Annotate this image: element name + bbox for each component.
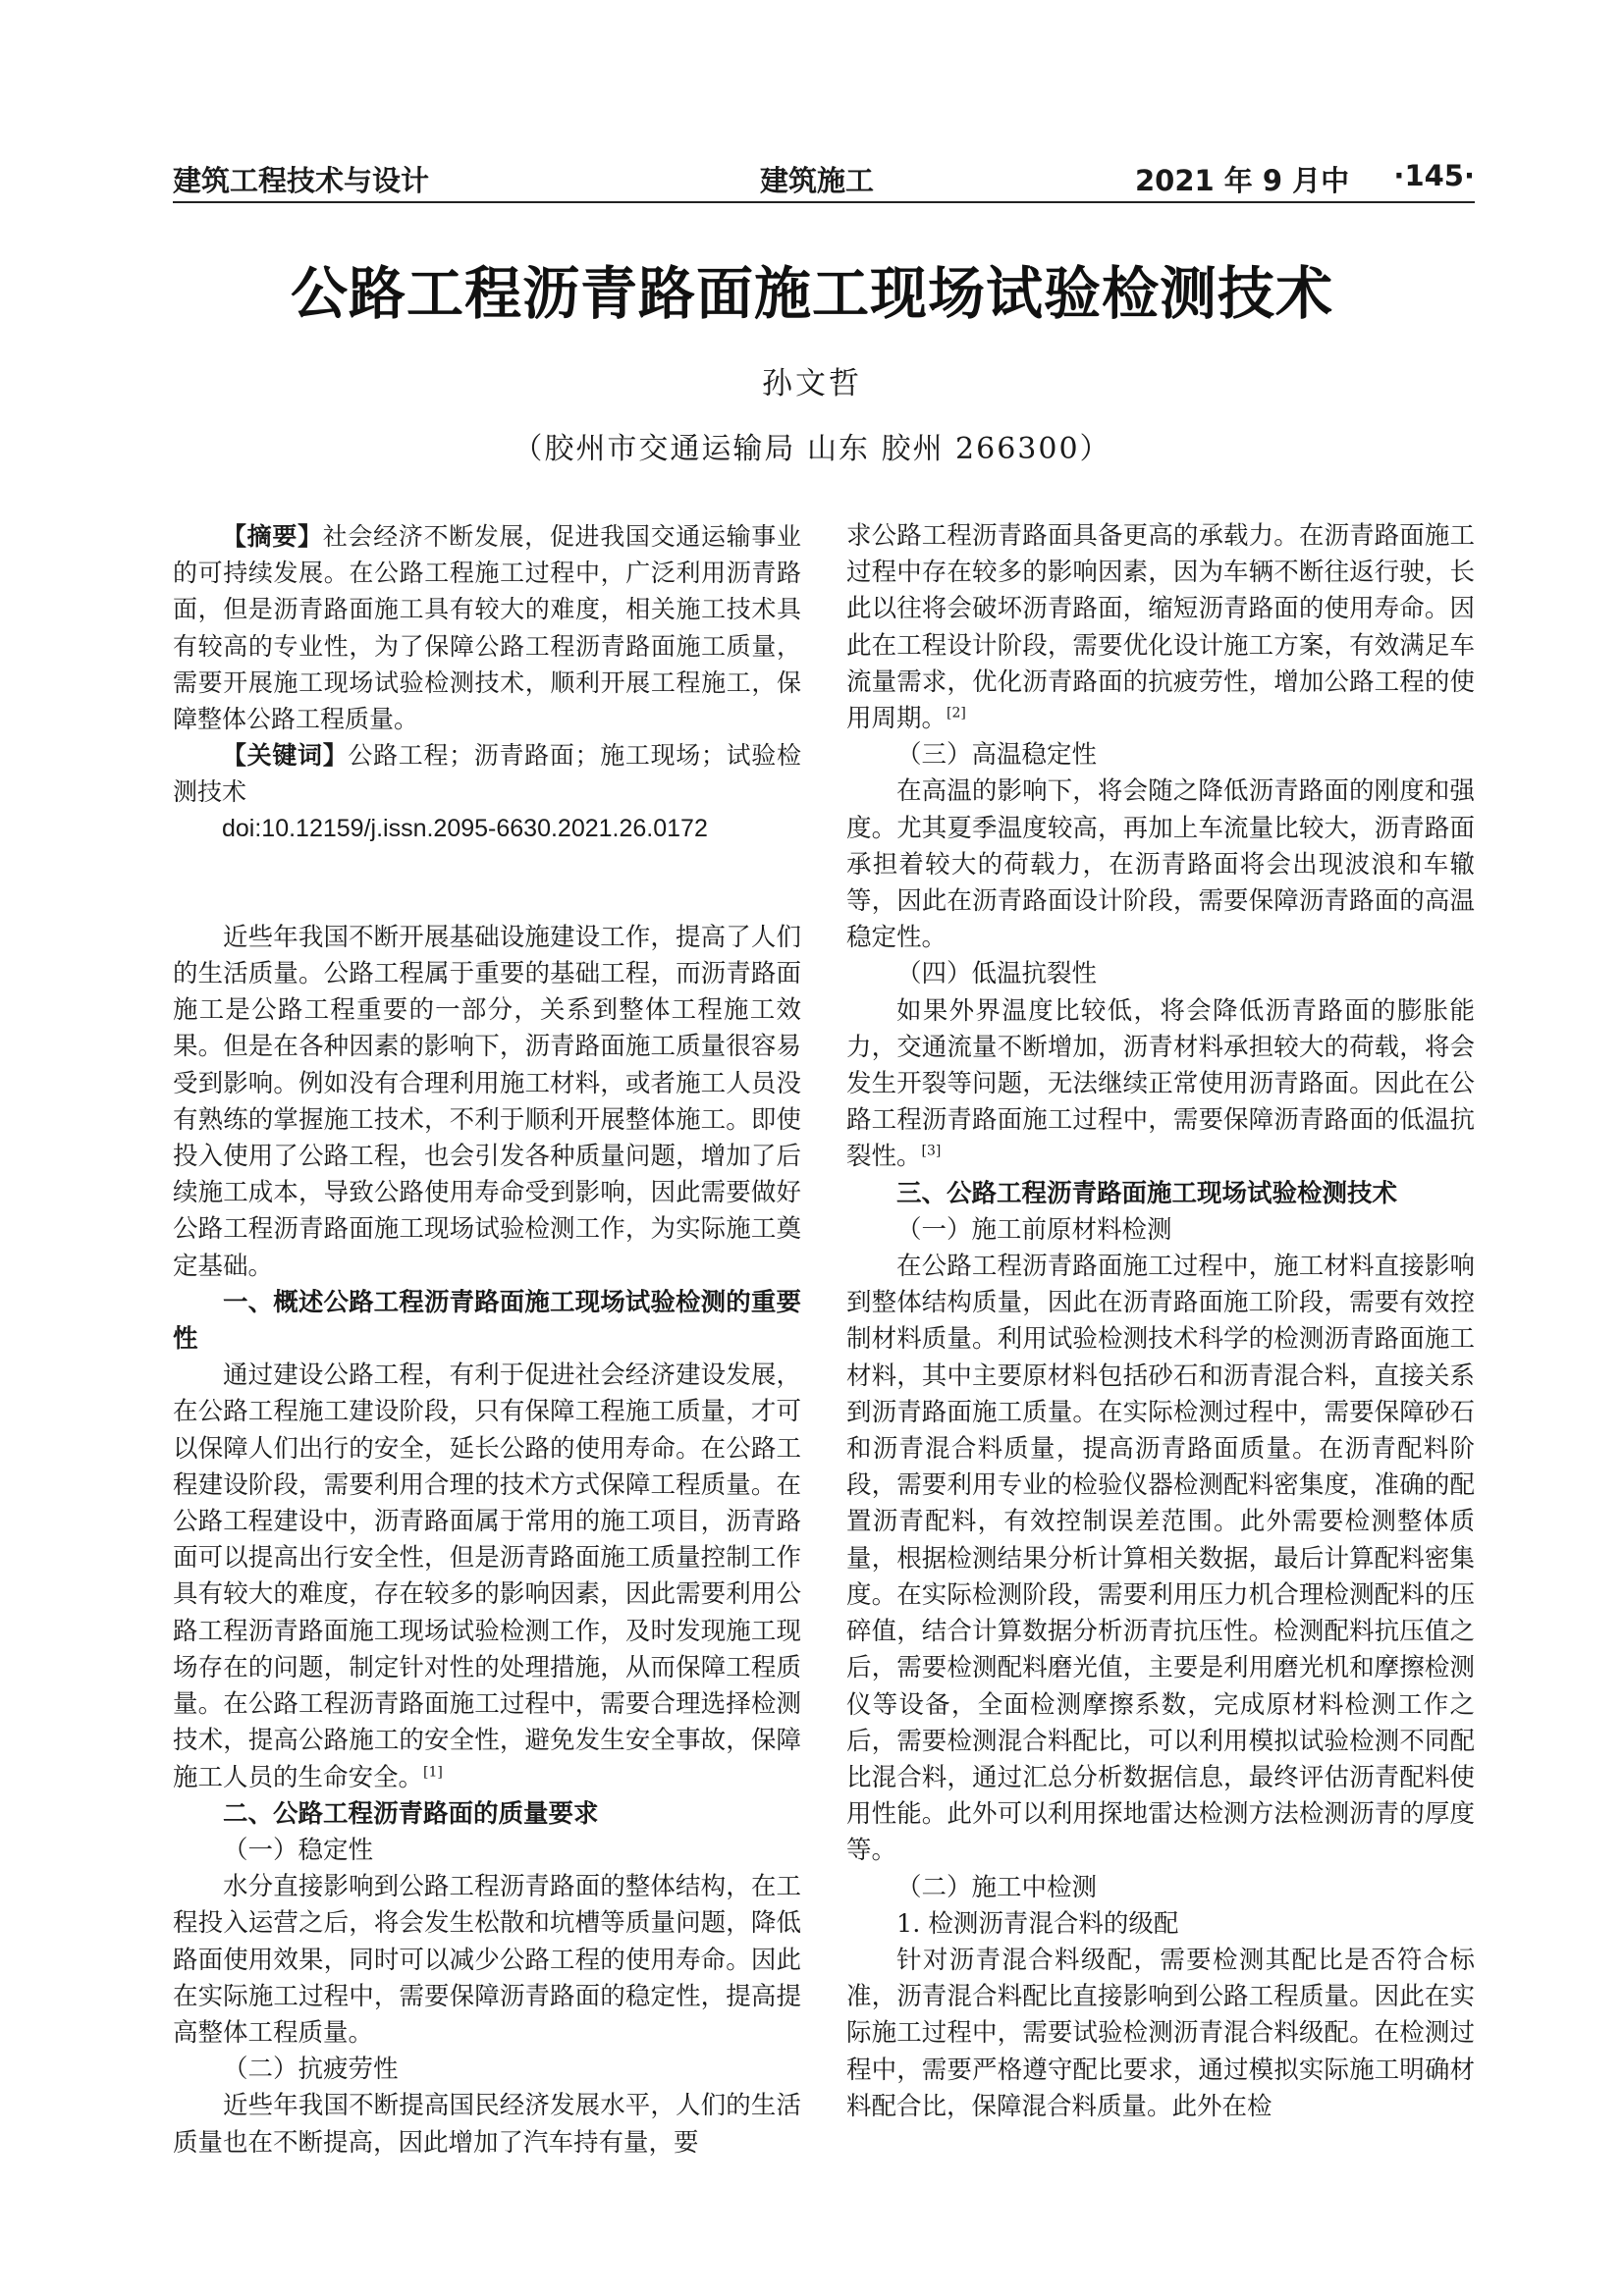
abstract-label: 【摘要】 [222,522,323,551]
subsection-raw-material-text: 在公路工程沥青路面施工过程中，施工材料直接影响到整体结构质量，因此在沥青路面施工阶段，需要有效控制材料质量。利用试验检测技术科学的检测沥青路面施工材料，其中主要原材料包括砂石和沥青混合料，直接关系到沥青路面施工质量。在实际检测过程中，需要保障砂石和沥青混合料质量，提高沥青路面质量。在沥青配料阶段，需要利用专业的检验仪器检测配料密集度，准确的配置沥青配料，有效控制误差范围。此外需要检测整体质量，根据检测结果分析计算相关数据，最后计算配料密集度。在实际检测阶段，需要利用压力机合理检测配料的压碎值，结合计算数据分析沥青抗压性。检测配料抗压值之后，需要检测配料磨光值，主要是利用磨光机和摩擦检测仪等设备，全面检测摩擦系数，完成原材料检测工作之后，需要检测混合料配比，可以利用模拟试验检测不同配比混合料，通过汇总分析数据信息，最终评估沥青配料使用性能。此外可以利用探地雷达检测方法检测沥青的厚度等。 [846,1252,1475,1866]
abstract [173,518,801,737]
section-1-text: 通过建设公路工程，有利于促进社会经济建设发展，在公路工程施工建设阶段，只有保障工程施工质量，才可以保障人们出行的安全，延长公路的使用寿命。在公路工程建设阶段，需要利用合理的技术方式保障工程质量。在公路工程建设中，沥青路面属于常用的施工项目，沥青路面可以提高出行安全性，但是沥青路面施工质量控制工作具有较大的难度，存在较多的影响因素，因此需要利用公路工程沥青路面施工现场试验检测工作，及时发现施工现场存在的问题，制定针对性的处理措施，从而保障工程质量。在公路工程沥青路面施工过程中，需要合理选择检测技术，提高公路施工的安全性，避免发生安全事故，保障施工人员的生命安全。 [173,1361,801,1792]
citation-3: [3] [921,1143,942,1159]
left-column [173,518,801,2162]
subsection-fatigue-heading: （二）抗疲劳性 [223,2055,399,2085]
page-number: ·145· [1393,159,1475,192]
subsection-low-temp-heading: （四）低温抗裂性 [896,959,1098,989]
abstract-text: 社会经济不断发展，促进我国交通运输事业的可持续发展。在公路工程施工过程中，广泛利用沥青路面，但是沥青路面施工具有较大的难度，相关施工技术具有较高的专业性，为了保障公路工程沥青路面施工质量，需要开展施工现场试验检测技术，顺利开展工程施工，保障整体公路工程质量。 [173,522,801,734]
section-1-paragraph [173,1358,801,1795]
subsection-high-temp-text: 在高温的影响下，将会随之降低沥青路面的刚度和强度。尤其夏季温度较高，再加上车流量比较大，沥青路面承担着较大的荷载力，在沥青路面将会出现波浪和车辙等，因此在沥青路面设计阶段，需要保障沥青路面的高温稳定性。 [846,776,1475,953]
section-2-heading: 二、公路工程沥青路面的质量要求 [223,1798,599,1829]
paper-title: 公路工程沥青路面施工现场试验检测技术 [290,260,1333,327]
issue-date: 2021 年 9 月中 [1135,164,1350,197]
keywords-text: 公路工程；沥青路面；施工现场；试验检测技术 [173,741,801,807]
item-gradation-heading: 1. 检测沥青混合料的级配 [896,1908,1179,1939]
subsection-fatigue-text: 近些年我国不断提高国民经济发展水平，人们的生活质量也在不断提高，因此增加了汽车持有量，要 [173,2091,801,2158]
doi: doi:10.12159/j.issn.2095-6630.2021.26.0172 [222,814,708,842]
section-1-heading: 一、概述公路工程沥青路面施工现场试验检测的重要性 [173,1287,801,1355]
subsection-low-temp-text: 如果外界温度比较低，将会降低沥青路面的膨胀能力，交通流量不断增加，沥青材料承担较大的荷载，将会发生开裂等问题，无法继续正常使用沥青路面。因此在公路工程沥青路面施工过程中，需要保障沥青路面的低温抗裂性。 [846,995,1475,1172]
header-rule [173,201,1475,203]
section-name: 建筑施工 [760,164,875,197]
right-column [846,518,1475,2125]
intro-paragraph: 近些年我国不断开展基础设施建设工作，提高了人们的生活质量。公路工程属于重要的基础工程，而沥青路面施工是公路工程重要的一部分，关系到整体工程施工效果。但是在各种因素的影响下，沥青路面施工质量很容易受到影响。例如没有合理利用施工材料，或者施工人员没有熟练的掌握施工技术，不利于顺利开展整体施工。即使投入使用了公路工程，也会引发各种质量问题，增加了后续施工成本，导致公路使用寿命受到影响，因此需要做好公路工程沥青路面施工现场试验检测工作，为实际施工奠定基础。 [173,922,801,1281]
subsection-stability-heading: （一）稳定性 [223,1835,374,1865]
continued-text: 求公路工程沥青路面具备更高的承载力。在沥青路面施工过程中存在较多的影响因素，因为车辆不断往返行驶，长此以往将会破坏沥青路面，缩短沥青路面的使用寿命。因此在工程设计阶段，需要优化设计施工方案，有效满足车流量需求，优化沥青路面的抗疲劳性，增加公路工程的使用周期。 [846,521,1475,734]
journal-name: 建筑工程技术与设计 [173,164,430,197]
subsection-high-temp-heading: （三）高温稳定性 [896,740,1098,771]
author-affiliation: （胶州市交通运输局 山东 胶州 266300） [513,432,1111,466]
keywords [173,737,801,810]
subsection-stability-text: 水分直接影响到公路工程沥青路面的整体结构，在工程投入运营之后，将会发生松散和坑槽等质量问题，降低路面使用效果，同时可以减少公路工程的使用寿命。因此在实际施工过程中，需要保障沥青路面的稳定性，提高提高整体工程质量。 [173,1872,801,2048]
citation-2: [2] [947,705,966,721]
subsection-in-construction-heading: （二）施工中检测 [896,1872,1098,1902]
continued-paragraph [846,518,1475,737]
subsection-raw-material-heading: （一）施工前原材料检测 [896,1214,1172,1245]
citation-1: [1] [423,1764,443,1780]
running-header [173,155,1475,198]
section-3-heading: 三、公路工程沥青路面施工现场试验检测技术 [896,1178,1398,1208]
keywords-label: 【关键词】 [222,741,349,771]
subsection-low-temp-paragraph [846,993,1475,1176]
item-gradation-text: 针对沥青混合料级配，需要检测其配比是否符合标准，沥青混合料配比直接影响到公路工程质量。因此在实际施工过程中，需要试验检测沥青混合料级配。在检测过程中，需要严格遵守配比要求，通过模拟实际施工明确材料配合比，保障混合料质量。此外在检 [846,1945,1475,2121]
author-name: 孙文哲 [762,366,862,401]
